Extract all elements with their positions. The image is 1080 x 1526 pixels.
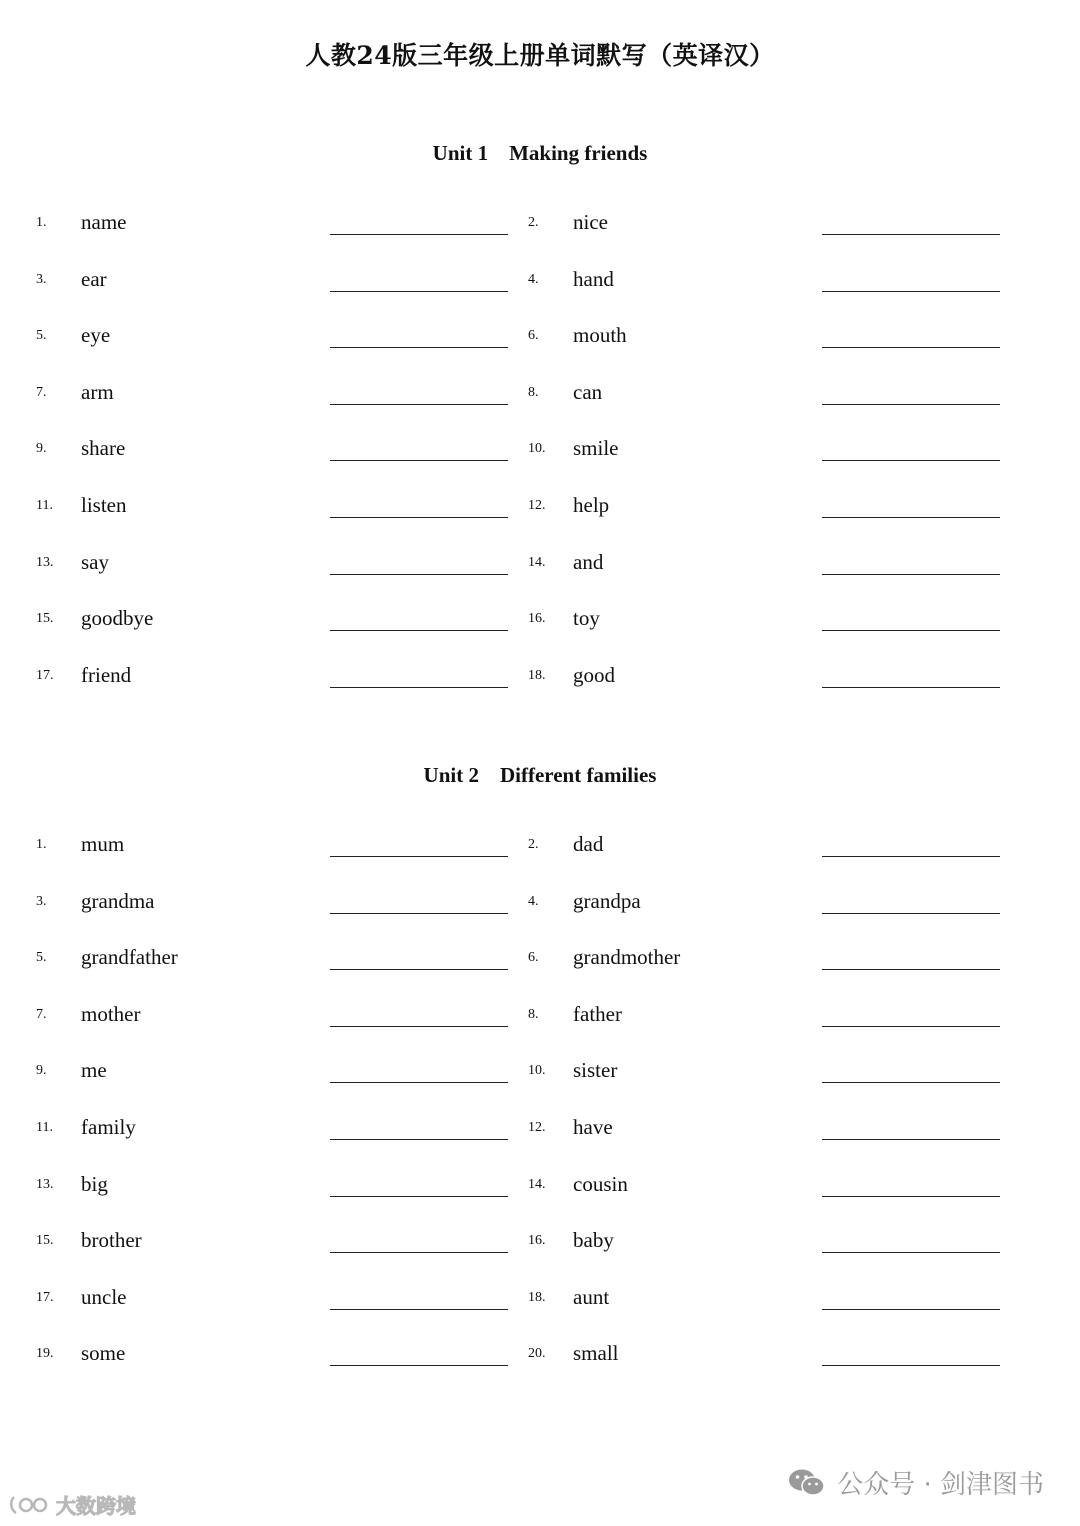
item-word: dad — [573, 832, 604, 856]
answer-blank[interactable] — [330, 574, 508, 575]
unit-2-heading: Unit 2 Different families — [423, 763, 657, 787]
item-word: eye — [81, 323, 111, 348]
item-number: 13. — [36, 554, 54, 570]
word-row — [0, 312, 1080, 369]
wechat-watermark-text: 公众号 · 剑津图书 — [837, 1470, 1044, 1500]
answer-blank[interactable] — [330, 1196, 508, 1197]
answer-blank[interactable] — [822, 347, 1000, 348]
answer-blank[interactable] — [330, 517, 508, 518]
word-row — [0, 1161, 1080, 1218]
site-logo-icon — [8, 1493, 52, 1517]
item-word: name — [81, 210, 127, 234]
answer-blank[interactable] — [330, 347, 508, 348]
item-number: 18. — [528, 1289, 546, 1305]
item-number: 4. — [528, 893, 539, 909]
item-number: 14. — [528, 1176, 546, 1192]
answer-blank[interactable] — [330, 1026, 508, 1027]
item-number: 16. — [528, 611, 546, 627]
item-word: some — [81, 1341, 126, 1366]
item-word: mother — [81, 1001, 141, 1026]
answer-blank[interactable] — [822, 1026, 1000, 1027]
item-number: 9. — [36, 441, 47, 457]
item-word: smile — [573, 436, 619, 461]
word-row — [0, 1047, 1080, 1104]
answer-blank[interactable] — [330, 1252, 508, 1253]
unit-1-word-list — [0, 199, 1080, 708]
word-row — [0, 991, 1080, 1048]
item-word: aunt — [573, 1284, 610, 1309]
item-number: 19. — [36, 1346, 54, 1362]
answer-blank[interactable] — [330, 291, 508, 292]
item-word: small — [573, 1341, 619, 1366]
item-number: 8. — [528, 384, 539, 400]
item-word: hand — [573, 266, 614, 291]
word-row — [0, 1274, 1080, 1331]
item-number: 1. — [36, 837, 47, 852]
item-word: mum — [81, 832, 125, 856]
answer-blank[interactable] — [822, 1139, 1000, 1140]
answer-blank[interactable] — [822, 969, 1000, 970]
word-row — [0, 1104, 1080, 1161]
answer-blank[interactable] — [330, 687, 508, 688]
answer-blank[interactable] — [822, 630, 1000, 631]
answer-blank[interactable] — [330, 630, 508, 631]
item-number: 18. — [528, 667, 546, 683]
item-number: 7. — [36, 384, 47, 400]
item-word: and — [573, 549, 604, 574]
answer-blank[interactable] — [822, 291, 1000, 292]
unit-1-heading: Unit 1 Making friends — [432, 141, 648, 165]
item-word: toy — [573, 606, 600, 631]
item-number: 17. — [36, 667, 54, 683]
item-number: 5. — [36, 950, 47, 966]
word-row — [0, 539, 1080, 596]
site-watermark — [8, 1490, 136, 1519]
unit-2-word-list — [0, 821, 1080, 1387]
word-row — [0, 256, 1080, 313]
item-number: 3. — [36, 893, 47, 909]
answer-blank[interactable] — [330, 460, 508, 461]
item-word: brother — [81, 1228, 142, 1253]
word-row — [0, 199, 1080, 256]
item-number: 15. — [36, 611, 54, 627]
word-row — [0, 652, 1080, 709]
word-row — [0, 595, 1080, 652]
item-number: 6. — [528, 950, 539, 966]
answer-blank[interactable] — [330, 1309, 508, 1310]
item-number: 9. — [36, 1063, 47, 1079]
item-number: 8. — [528, 1006, 539, 1022]
item-number: 12. — [528, 1119, 546, 1135]
item-number: 13. — [36, 1176, 54, 1192]
item-word: help — [573, 492, 610, 517]
item-number: 7. — [36, 1006, 47, 1022]
item-number: 2. — [528, 837, 539, 852]
wechat-watermark — [787, 1464, 1044, 1501]
item-word: have — [573, 1114, 613, 1139]
item-word: father — [573, 1001, 622, 1026]
answer-blank[interactable] — [822, 1082, 1000, 1083]
answer-blank[interactable] — [822, 1365, 1000, 1366]
word-row — [0, 1217, 1080, 1274]
item-number: 5. — [36, 328, 47, 344]
answer-blank[interactable] — [822, 460, 1000, 461]
item-number: 4. — [528, 271, 539, 287]
site-watermark-text: 大数跨境 — [56, 1494, 136, 1518]
item-word: me — [81, 1058, 107, 1083]
item-number: 3. — [36, 271, 47, 287]
item-word: family — [81, 1114, 136, 1139]
item-word: big — [81, 1171, 108, 1196]
item-number: 10. — [528, 1063, 546, 1079]
answer-blank[interactable] — [822, 1196, 1000, 1197]
item-word: grandfather — [81, 945, 178, 970]
answer-blank[interactable] — [330, 969, 508, 970]
item-word: say — [81, 549, 109, 574]
item-word: uncle — [81, 1284, 127, 1309]
answer-blank[interactable] — [822, 404, 1000, 405]
item-word: can — [573, 379, 603, 404]
answer-blank[interactable] — [822, 1252, 1000, 1253]
word-row — [0, 1330, 1080, 1387]
wechat-icon — [787, 1468, 827, 1498]
answer-blank[interactable] — [822, 687, 1000, 688]
page-title: 人教24版三年级上册单词默写（英译汉） — [305, 41, 775, 70]
item-word: grandpa — [573, 888, 641, 913]
answer-blank[interactable] — [330, 1365, 508, 1366]
word-row — [0, 369, 1080, 426]
item-number: 1. — [36, 215, 47, 230]
item-number: 14. — [528, 554, 546, 570]
item-number: 11. — [36, 1119, 53, 1135]
word-row — [0, 821, 1080, 878]
item-number: 2. — [528, 215, 539, 230]
answer-blank[interactable] — [822, 856, 1000, 857]
answer-blank[interactable] — [330, 404, 508, 405]
answer-blank[interactable] — [822, 1309, 1000, 1310]
item-word: friend — [81, 662, 132, 687]
item-word: goodbye — [81, 606, 154, 631]
item-word: ear — [81, 266, 107, 291]
item-number: 20. — [528, 1346, 546, 1362]
answer-blank[interactable] — [330, 1082, 508, 1083]
item-number: 15. — [36, 1233, 54, 1249]
answer-blank[interactable] — [330, 234, 508, 235]
item-word: arm — [81, 379, 114, 404]
word-row — [0, 878, 1080, 935]
answer-blank[interactable] — [822, 574, 1000, 575]
item-number: 6. — [528, 328, 539, 344]
answer-blank[interactable] — [330, 856, 508, 857]
item-word: mouth — [573, 323, 627, 348]
item-number: 12. — [528, 497, 546, 513]
item-number: 16. — [528, 1233, 546, 1249]
answer-blank[interactable] — [330, 913, 508, 914]
answer-blank[interactable] — [822, 234, 1000, 235]
item-word: cousin — [573, 1171, 628, 1196]
word-row — [0, 482, 1080, 539]
item-word: grandma — [81, 888, 155, 913]
answer-blank[interactable] — [822, 517, 1000, 518]
item-number: 10. — [528, 441, 546, 457]
word-row — [0, 934, 1080, 991]
item-number: 17. — [36, 1289, 54, 1305]
item-word: baby — [573, 1228, 614, 1253]
answer-blank[interactable] — [330, 1139, 508, 1140]
item-word: listen — [81, 492, 127, 517]
answer-blank[interactable] — [822, 913, 1000, 914]
item-word: nice — [573, 210, 608, 234]
item-word: share — [81, 436, 126, 461]
item-word: good — [573, 662, 615, 687]
item-number: 11. — [36, 497, 53, 513]
item-word: sister — [573, 1058, 618, 1083]
word-row — [0, 425, 1080, 482]
item-word: grandmother — [573, 945, 681, 970]
